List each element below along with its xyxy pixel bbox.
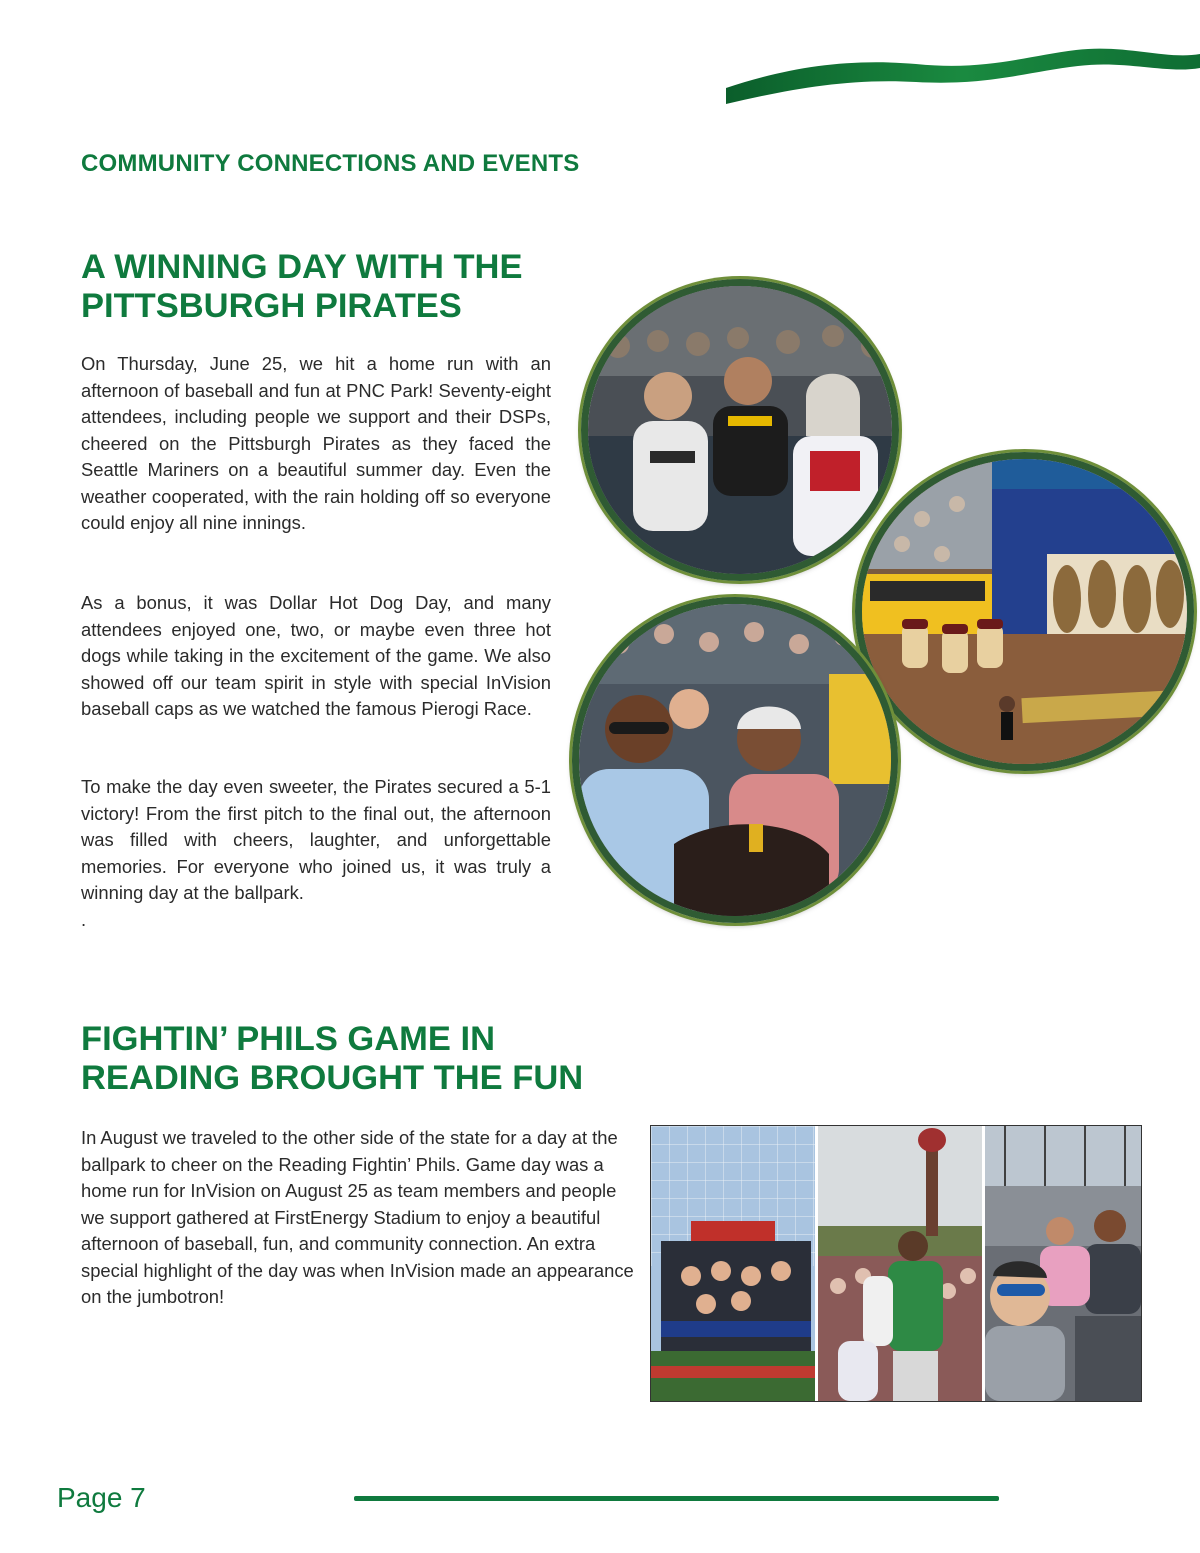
photo-fans-with-caps [572,597,898,923]
article-paragraph: On Thursday, June 25, we hit a home run with an afternoon of baseball and fun at PNC Park! Seventy-eight attendees, including people we support and their DSPs, cheered on the Pittsburgh Pirates as they faced the Seattle Mariners on a beautiful summer day. Even the weather cooperated, with the rain holding off so everyone could enjoy all nine innings. [81,353,551,533]
photo-selfie-group [985,1126,1141,1401]
trailing-period: . [81,909,87,930]
footer-divider [354,1496,999,1501]
article-paragraph: To make the day even sweeter, the Pirates secured a 5-1 victory! From the first pitch to the final out, the afternoon was filled with cheers, laughter, and unforgettable memories. For everyone who joined us, it was truly a winning day at the ballpark. [81,776,551,903]
photo-pierogi-race [855,452,1194,771]
photo-fans-in-stands [581,279,899,581]
article-paragraph: As a bonus, it was Dollar Hot Dog Day, and many attendees enjoyed one, two, or maybe even three hot dogs while taking in the excitement of the game. We also showed off our team spirit in style with special InVision baseball caps as we watched the famous Pierogi Race. [81,592,551,719]
page-number: Page 7 [57,1482,146,1513]
photo-fan-waving-glove [818,1126,982,1401]
article-headline-phils: FIGHTIN’ PHILS GAME IN READING BROUGHT THE FUN [81,1020,584,1097]
photo-jumbotron [651,1126,815,1401]
article-paragraph: In August we traveled to the other side of the state for a day at the ballpark to cheer on the Reading Fightin’ Phils. Game day was a home run for InVision on August 25 as team members and people we support gathered at FirstEnergy Stadium to enjoy a beautiful afternoon of baseball, fun, and community connection. An extra special highlight of the day was when InVision made an appearance on the jumbotron! [81,1127,634,1307]
article-headline-pirates: A WINNING DAY WITH THE PITTSBURGH PIRATES [81,248,523,325]
section-label: COMMUNITY CONNECTIONS AND EVENTS [81,150,580,177]
decorative-green-wave [726,38,1200,108]
